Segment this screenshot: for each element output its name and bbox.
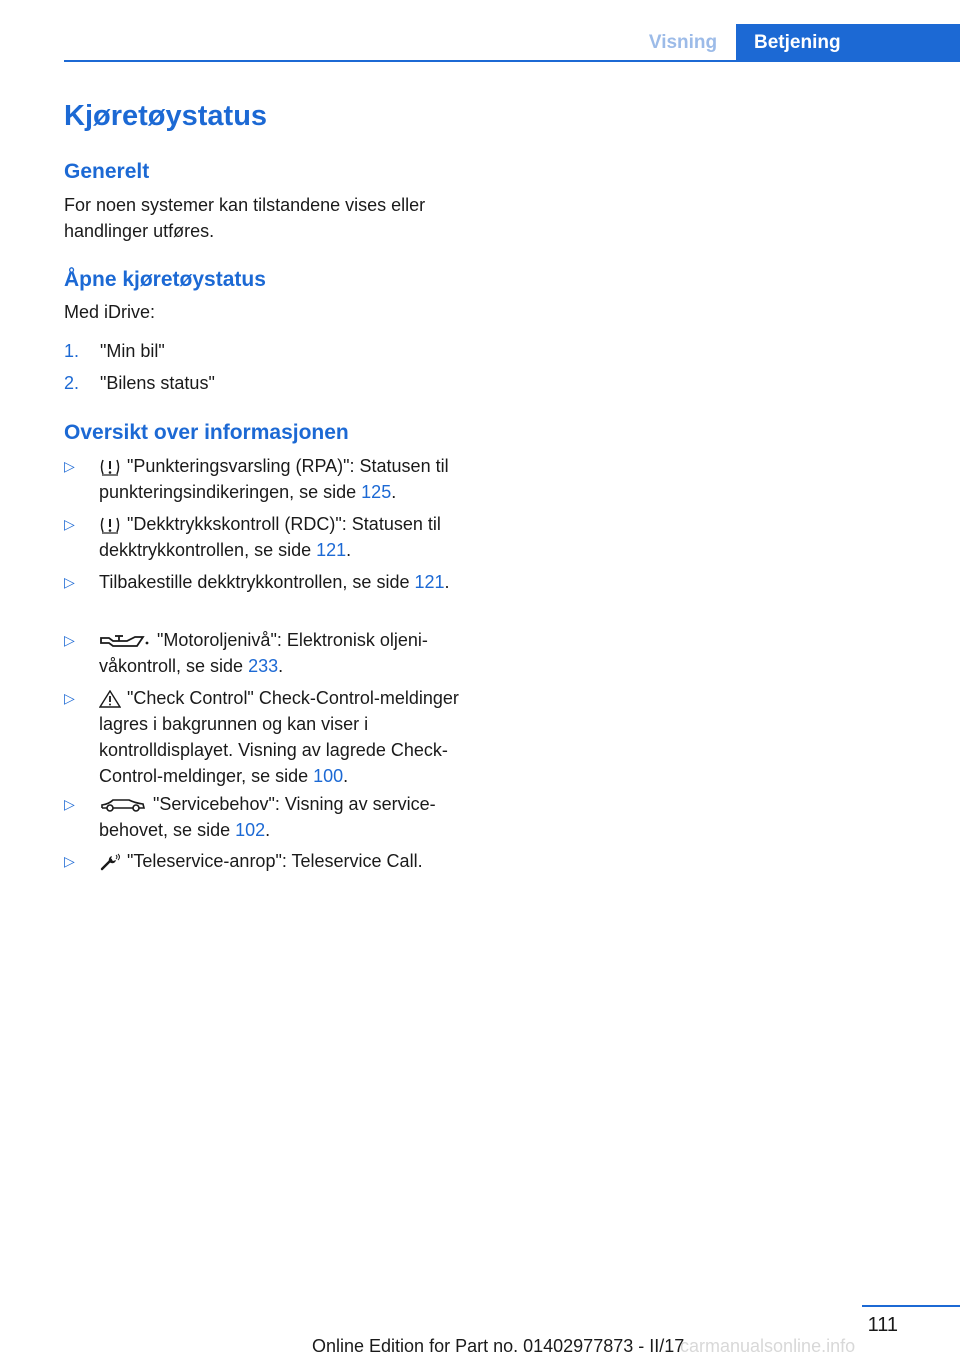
tab-betjening[interactable]: Betjening [736, 24, 960, 62]
step-item [64, 338, 474, 364]
page-link[interactable]: 100 [313, 766, 344, 786]
car-service-icon [99, 796, 147, 814]
page-title: Kjøretøystatus [64, 100, 268, 132]
page-link[interactable]: 125 [361, 482, 392, 502]
list-item [64, 791, 474, 843]
item-text-end: . [346, 540, 352, 560]
list-item [64, 685, 474, 789]
open-status-text: Med iDrive: [64, 302, 156, 322]
item-text: "Motoroljenivå": Elektronisk oljenivåkontroll, se side [99, 630, 428, 676]
page-link[interactable]: 102 [235, 820, 266, 840]
tab-visning[interactable]: Visning [648, 32, 718, 53]
list-item [64, 848, 474, 874]
bullet-triangle-icon: ▷ [64, 690, 75, 706]
step-number: 2. [64, 373, 80, 393]
item-text: "Dekktrykkskontroll (RDC)": Statusen til dekktrykkontrollen, se side [99, 514, 441, 560]
step-item [64, 370, 474, 396]
bullet-triangle-icon: ▷ [64, 574, 75, 590]
oil-can-icon [99, 632, 151, 650]
item-text: "Check Control" Check-Control-meldinger lagres i bakgrunnen og kan viser i kontrolldisplayet. Visning av lagrede Check-Control-meldinger, se side [99, 688, 459, 786]
list-item [64, 569, 474, 595]
item-text: "Servicebehov": Visning av servicebehovet, se side [99, 794, 436, 840]
footer-rule [862, 1305, 960, 1307]
warning-triangle-icon [99, 690, 121, 708]
edition-footer: Online Edition for Part no. 01402977873 - II/17 [312, 1336, 685, 1356]
heading-overview: Oversikt over informasjonen [64, 421, 349, 444]
item-text: "Punkteringsvarsling (RPA)": Statusen til punkteringsindikeringen, se side [99, 456, 449, 502]
page-link[interactable]: 121 [414, 572, 445, 592]
item-text-end: . [265, 820, 271, 840]
step-text: "Min bil" [100, 341, 165, 361]
item-text-end: . [444, 572, 450, 592]
step-number: 1. [64, 341, 80, 361]
bullet-triangle-icon: ▷ [64, 516, 75, 532]
page-number: 111 [867, 1314, 898, 1336]
list-item [64, 511, 474, 563]
bullet-triangle-icon: ▷ [64, 632, 75, 648]
step-text: "Bilens status" [100, 373, 215, 393]
list-item [64, 627, 474, 679]
list-item [64, 453, 474, 505]
tire-warning-icon [99, 458, 121, 476]
tire-warning-icon [99, 516, 121, 534]
item-text: Tilbakestille dekktrykkontrollen, se side [99, 572, 415, 592]
page-link[interactable]: 233 [248, 656, 279, 676]
item-text-end: . [343, 766, 349, 786]
bullet-triangle-icon: ▷ [64, 458, 75, 474]
wrench-call-icon [99, 853, 121, 871]
page-link[interactable]: 121 [316, 540, 347, 560]
bullet-triangle-icon: ▷ [64, 853, 75, 869]
item-text-end: . [278, 656, 284, 676]
item-text: "Teleservice-anrop": Teleservice Call. [127, 851, 423, 871]
item-text-end: . [391, 482, 397, 502]
heading-generelt: Generelt [64, 160, 150, 183]
watermark: carmanualsonline.info [680, 1336, 856, 1356]
generelt-text: For noen systemer kan tilstandene vises eller handlinger utføres. [64, 195, 426, 241]
heading-open-status: Åpne kjøretøystatus [64, 268, 266, 291]
bullet-triangle-icon: ▷ [64, 796, 75, 812]
